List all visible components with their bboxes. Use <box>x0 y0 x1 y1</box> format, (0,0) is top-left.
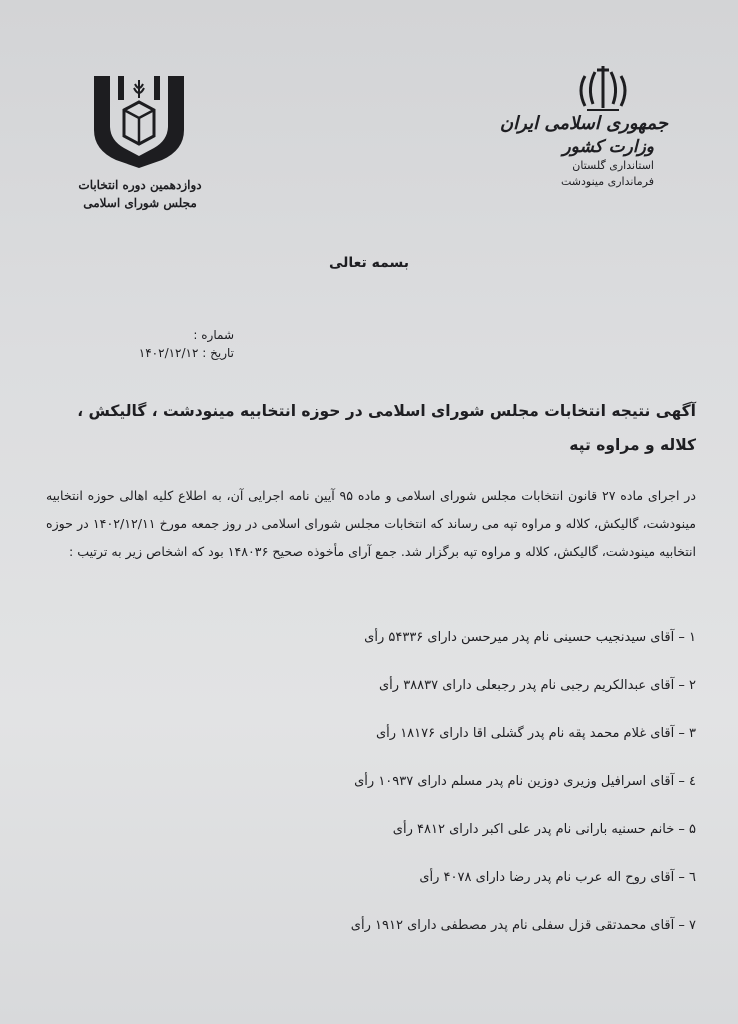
document-title <box>36 394 696 462</box>
province-office: استانداری گلستان <box>572 159 654 172</box>
iran-emblem <box>573 64 633 116</box>
election-logo <box>84 70 194 170</box>
result-item: ۷ – آقای محمدتقی قزل سفلی نام پدر مصطفی دارای ۱۹۱۲ رأی <box>350 918 696 933</box>
result-item: ۳ – آقای غلام محمد پقه نام پدر گشلی اقا دارای ۱۸۱۷۶ رأی <box>375 726 696 741</box>
ministry-header <box>448 112 668 190</box>
title-line-2: کلاله و مراوه تپه <box>569 436 696 454</box>
election-caption-line-1: دوازدهمین دوره انتخابات <box>78 178 202 192</box>
reference-block <box>139 326 234 362</box>
ministry-name: وزارت کشور <box>562 137 654 157</box>
election-caption-line-2: مجلس شورای اسلامی <box>83 196 197 210</box>
result-item: ٦ – آقای روح اله عرب نام پدر رضا دارای ۴۰۷۸ رأی <box>419 870 696 885</box>
result-item: ۵ – خانم حسنیه بارانی نام پدر علی اکبر دارای ۴۸۱۲ رأی <box>392 822 696 837</box>
title-line-1: آگهی نتیجه انتخابات مجلس شورای اسلامی در حوزه انتخابیه مینودشت ، گالیکش ، <box>77 402 696 420</box>
body-paragraph: در اجرای ماده ۲۷ قانون انتخابات مجلس شورای اسلامی و ماده ۹۵ آیین نامه اجرایی آن، به اطلاع کلیه اهالی حوزه انتخابیه مینودشت، گالیکش، کلاله و مراوه تپه می رساند که انتخابات مجلس شورای اسلامی در روز جمعه مورخ ۱۴۰۲/۱۲/۱۱ در حوزه انتخابیه مینودشت، گالیکش، کلاله و مراوه تپه برگزار شد. جمع آرای مأخوذه صحیح ۱۴۸۰۳۶ بود که اشخاص زیر به ترتیب : <box>46 488 696 559</box>
election-caption <box>60 176 220 212</box>
result-item: ٤ – آقای اسرافیل وزیری دوزین نام پدر مسلم دارای ۱۰۹۳۷ رأی <box>354 774 696 789</box>
result-item: ۱ – آقای سیدنجیب حسینی نام پدر میرحسن دارای ۵۴۳۳۶ رأی <box>364 630 696 645</box>
date-label: تاریخ : ۱۴۰۲/۱۲/۱۲ <box>138 346 234 360</box>
republic-name: جمهوری اسلامی ایران <box>499 113 668 134</box>
number-label: شماره : <box>193 328 234 342</box>
county-office: فرمانداری مینودشت <box>560 175 654 188</box>
basmala: بسمه تعالی <box>328 255 410 271</box>
result-item: ۲ – آقای عبدالکریم رجبی نام پدر رجبعلی دارای ۳۸۸۳۷ رأی <box>379 678 696 693</box>
